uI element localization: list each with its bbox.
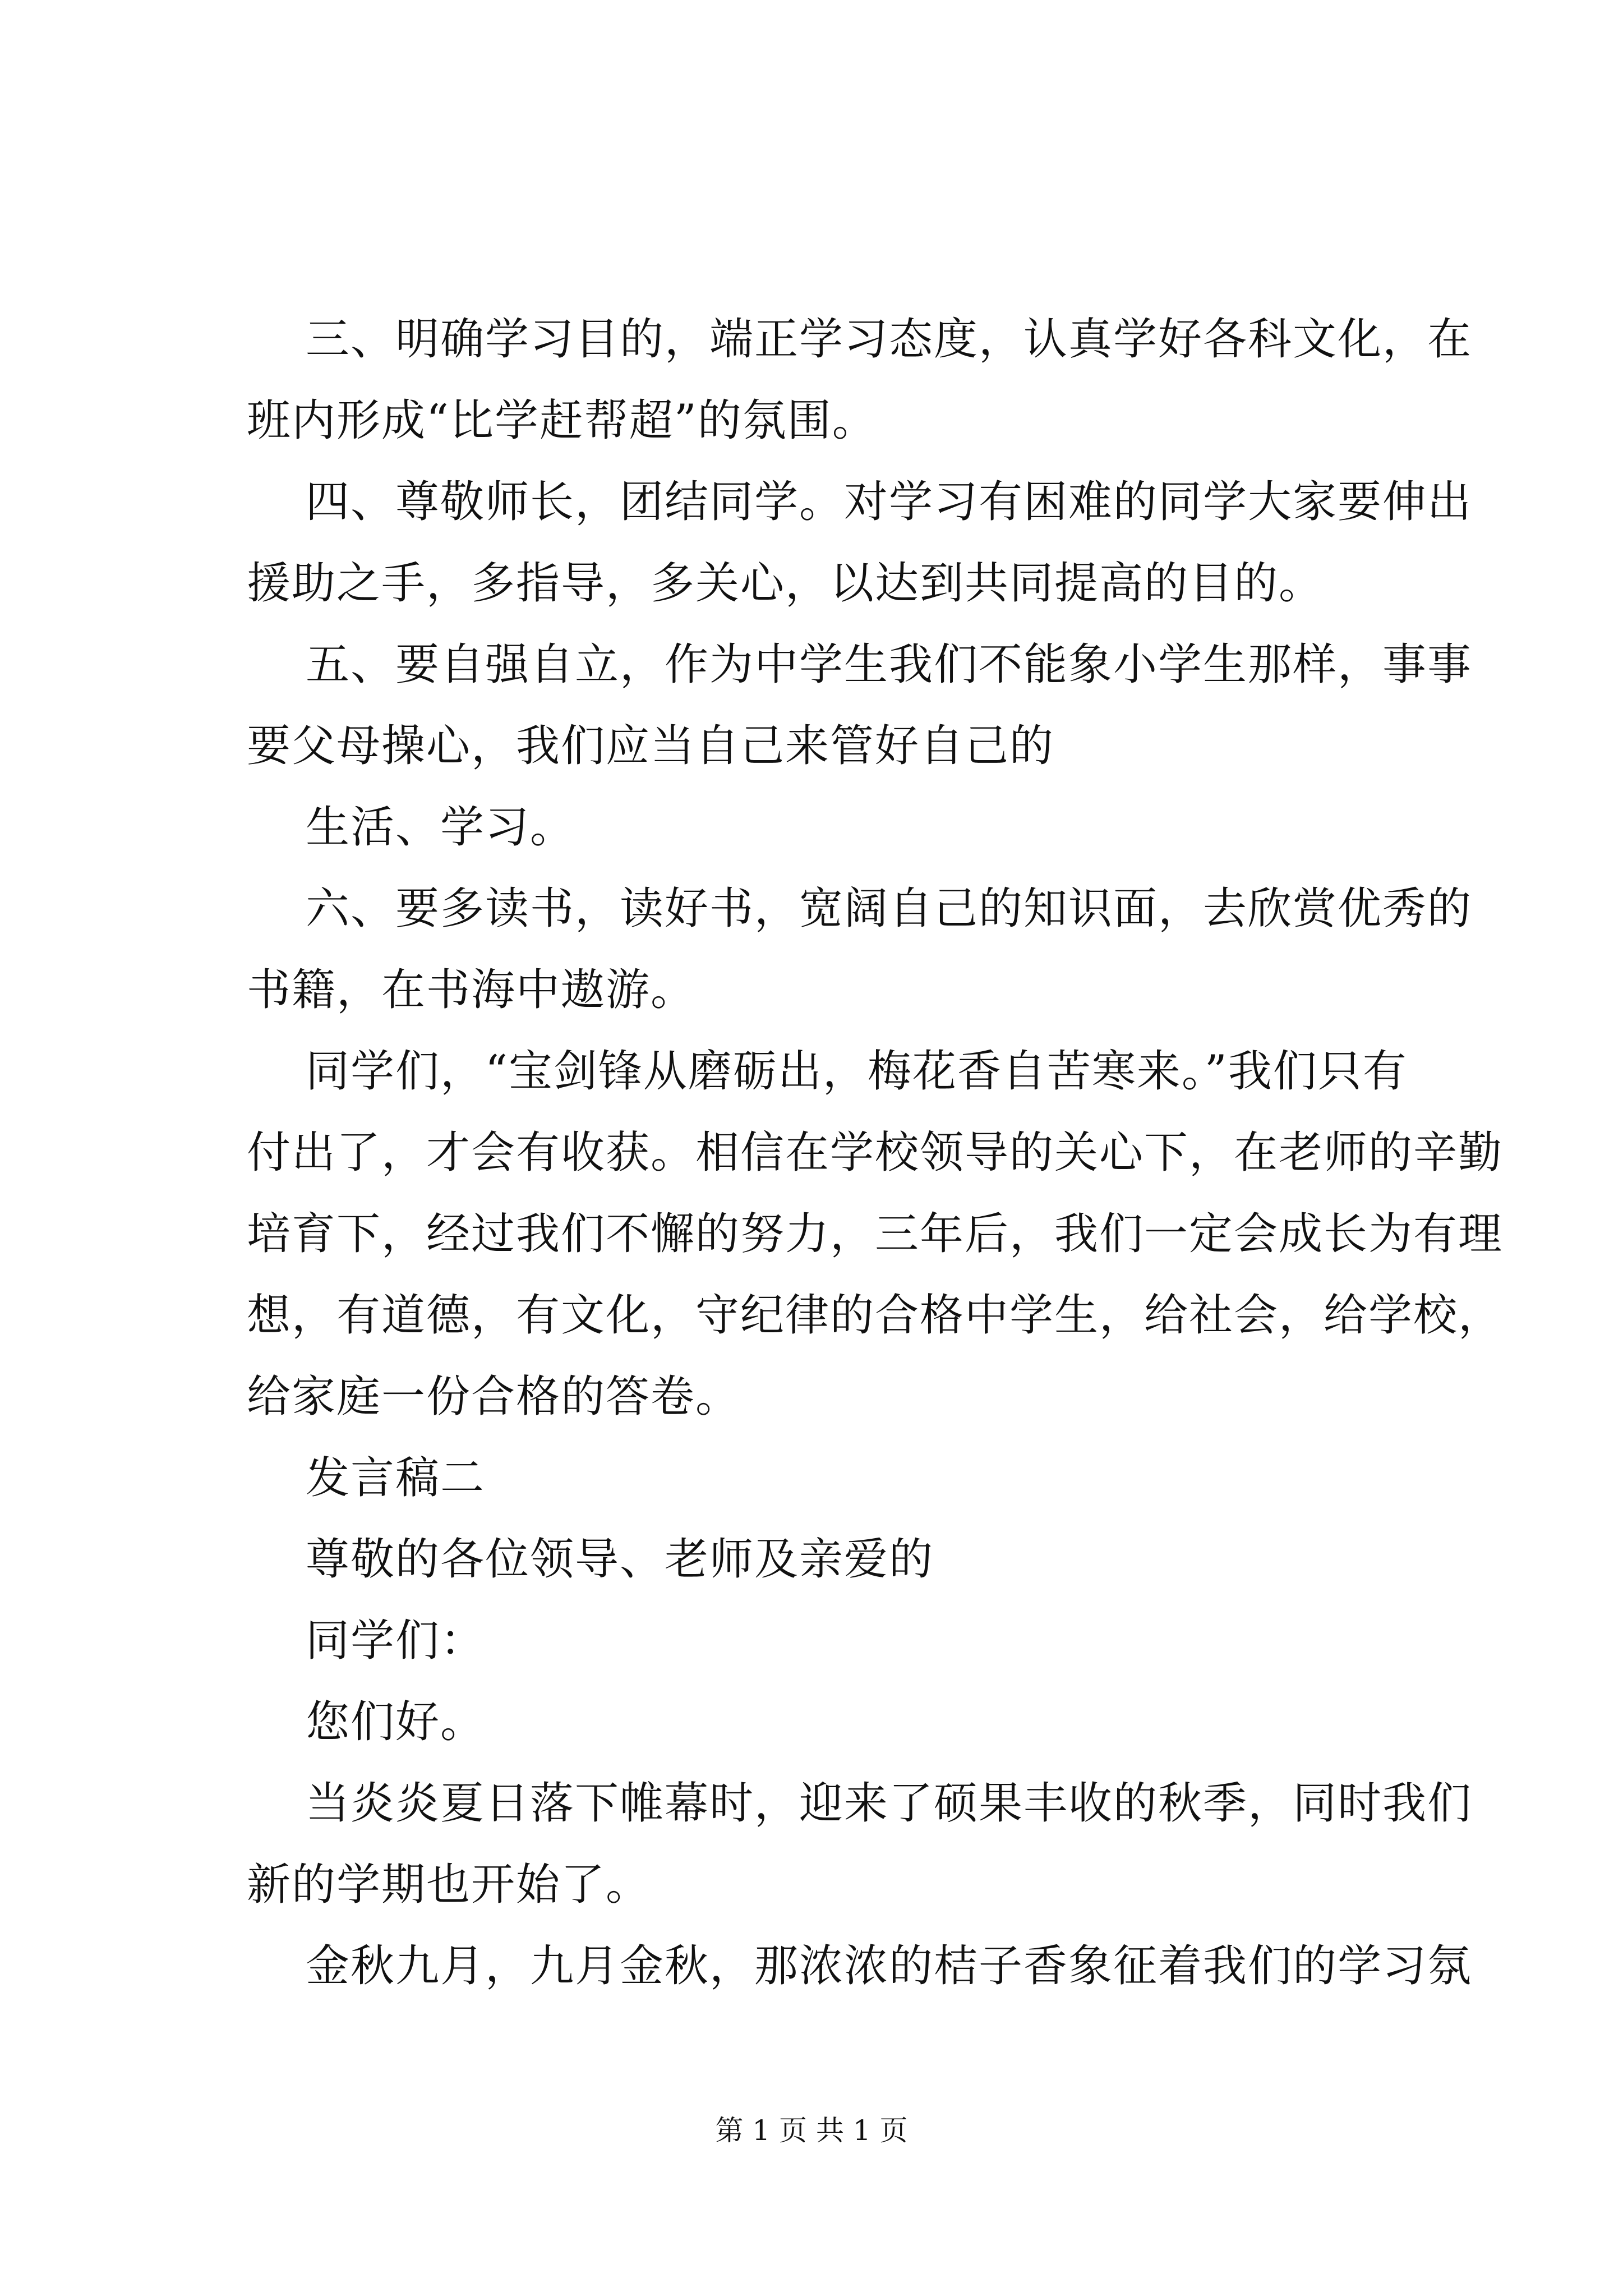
paragraph-7-line-5: 给家庭一份合格的答卷。 (247, 1372, 741, 1422)
paragraph-3-line-1: 三、明确学习目的，端正学习态度，认真学好各科文化，在 (306, 314, 1473, 365)
paragraph-4-line-1: 四、尊敬师长，团结同学。对学习有困难的同学大家要伸出 (306, 477, 1473, 527)
paragraph-10-line-1: 金秋九月，九月金秋，那浓浓的桔子香象征着我们的学习氛 (306, 1941, 1473, 1991)
paragraph-5-line-3: 生活、学习。 (306, 802, 575, 853)
salutation-line-1: 尊敬的各位领导、老师及亲爱的 (306, 1534, 934, 1585)
salutation-line-2: 同学们： (306, 1616, 486, 1666)
paragraph-7-line-4: 想，有道德，有文化，守纪律的合格中学生，给社会，给学校， (247, 1290, 1504, 1341)
greeting-line: 您们好。 (306, 1697, 486, 1747)
section-heading: 发言稿二 (306, 1453, 486, 1503)
paragraph-4-line-2: 援助之手，多指导，多关心，以达到共同提高的目的。 (247, 558, 1324, 609)
paragraph-7-line-3: 培育下，经过我们不懈的努力，三年后，我们一定会成长为有理 (247, 1209, 1504, 1259)
page-number-footer: 第 1 页 共 1 页 (715, 2114, 908, 2147)
paragraph-7-line-2: 付出了，才会有收获。相信在学校领导的关心下，在老师的辛勤 (247, 1128, 1504, 1178)
paragraph-5-line-2: 要父母操心，我们应当自己来管好自己的 (247, 721, 1055, 771)
paragraph-3-line-2: 班内形成“比学赶帮超”的氛围。 (247, 395, 877, 446)
paragraph-9-line-1: 当炎炎夏日落下帷幕时，迎来了硕果丰收的秋季，同时我们 (306, 1778, 1473, 1829)
paragraph-5-line-1: 五、要自强自立，作为中学生我们不能象小学生那样，事事 (306, 639, 1473, 690)
paragraph-6-line-1: 六、要多读书，读好书，宽阔自己的知识面，去欣赏优秀的 (306, 884, 1473, 934)
paragraph-6-line-2: 书籍，在书海中遨游。 (247, 965, 696, 1015)
paragraph-9-line-2: 新的学期也开始了。 (247, 1860, 651, 1910)
paragraph-7-line-1: 同学们，“宝剑锋从磨砺出，梅花香自苦寒来。”我们只有 (306, 1046, 1408, 1097)
